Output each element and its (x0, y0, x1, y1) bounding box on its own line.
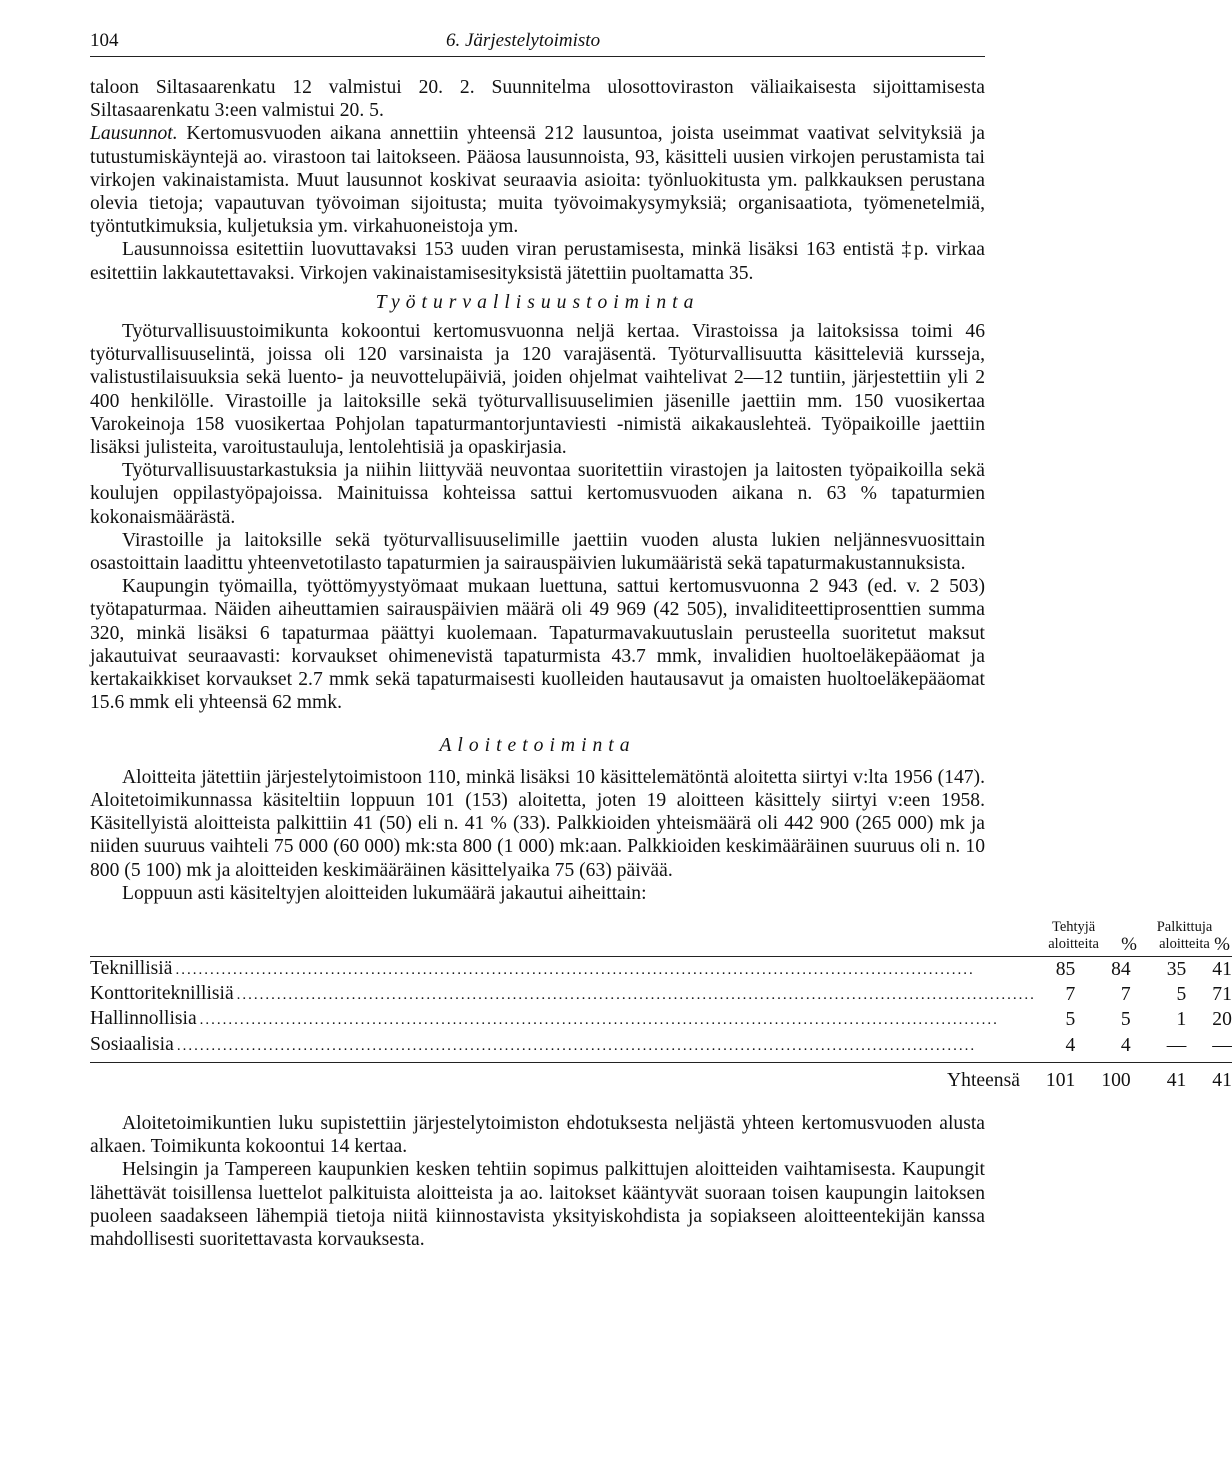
cell-pct1: 5 (1120, 1009, 1131, 1031)
cell-pct2: 41 (1212, 958, 1232, 980)
cell-pct2: 71 (1212, 984, 1232, 1006)
running-title: 6. Järjestelytoimisto (446, 30, 601, 51)
table-row (90, 1007, 1232, 1032)
cell-tehtyja: 7 (1065, 984, 1076, 1006)
table-header-row (90, 919, 1232, 957)
lausunnot-text: Kertomusvuoden aikana annettiin yhteensä 212 lausuntoa, joista useimmat vaativat selvityksiä ja tutustumiskäyntejä ao. virastoon tai laitokseen. Pääosa lausunnoista, 93, käsitteli uusien virkojen perustamista tai virkojen vakinaistamista. Muut lausunnot koskivat seuraavia asioita: työnluokitusta ym. palkkauksen perustana olevia tietoja; vapautuvan työvoiman sijoitusta; muita työvoimakysymyksiä; organisaatiota, työmenetelmiä, työntutkimuksia, kuljetuksia ym. virkahuoneistoja ym. (90, 123, 985, 238)
paragraph: Työturvallisuustoimikunta kokoontui kertomusvuonna neljä kertaa. Virastoissa ja laitoksissa toimi 46 työturvallisuuselintä, joissa oli 120 varsinaista ja 120 varajäsentä. Työturvallisuutta käsitteleviä kursseja, valistustilaisuuksia sekä luento- ja neuvottelupäiviä, joiden ohjelmat vaihtelivat 2—12 tuntiin, järjestettiin yli 2 400 henkilölle. Virastoille ja laitoksille sekä työturvallisuuselimien jäsenille jaettiin mm. 150 vuosikertaa Varokeinoja 158 vuosikertaa Pohjolan tapaturmantorjuntaviesti -nimistä aikakauslehteä. Työpaikoille jaettiin lisäksi julisteita, varoitustauluja, lentolehtisiä ja opaskirjasia. (90, 321, 985, 459)
table-header-percent: % (1121, 933, 1137, 955)
dot-leader (200, 1009, 1036, 1032)
page-number: 104 (90, 30, 119, 51)
row-label: Konttoriteknillisiä (90, 983, 234, 1005)
table-row (90, 1033, 1232, 1063)
section-title-aloitetoiminta: Aloitetoiminta (439, 735, 636, 757)
statistics-table-wrapper (90, 918, 1232, 1092)
paragraph: Helsingin ja Tampereen kaupunkien kesken tehtiin sopimus palkittujen aloitteiden vaihtamisesta. Kaupungit lähettävät toisillensa luettelot palkituista aloitteista ja ao. laitokset kääntyvät suoraan toisen kaupungin laitoksen puoleen saadakseen lähempiä tietoja niitä kiinnostavista yksityiskohdista ja sopiakseen aloitteentekijän kanssa mahdollisesti suoritettavasta korvauksesta. (90, 1159, 985, 1250)
lausunnot-heading: Lausunnot. (90, 123, 178, 145)
cell-tehtyja: 5 (1065, 1009, 1076, 1031)
total-pct1: 100 (1101, 1069, 1131, 1091)
paragraph: Työturvallisuustarkastuksia ja niihin liittyvää neuvontaa suoritettiin virastojen ja laitosten työpaikoilla sekä koulujen oppilastyöpajoissa. Mainituissa kohteissa sattui kertomusvuoden aikana n. 63 % tapaturmien kokonaismäärästä. (90, 460, 985, 528)
document-body (90, 76, 1232, 1251)
lausunnot-paragraph (90, 122, 985, 238)
paragraph: Lausunnoissa esitettiin luovuttavaksi 153 uuden viran perustamisesta, minkä lisäksi 163 entistä ‡p. virkaa esitettiin lakkautettavaksi. Virkojen vakinaistamisesityksistä jätettiin puoltamatta 35. (90, 239, 985, 284)
section-title-tyoturvallisuus: Työturvallisuustoiminta (375, 291, 700, 313)
cell-pct2: 20 (1212, 1009, 1232, 1031)
paragraph: taloon Siltasaarenkatu 12 valmistui 20. 2. Suunnitelma ulosottoviraston väliaikaisesta sijoittamisesta Siltasaarenkatu 3:een valmistui 20. 5. (90, 77, 985, 122)
total-tehtyja: 101 (1045, 1069, 1076, 1091)
statistics-table (90, 919, 1232, 1092)
cell-palkittuja: 35 (1166, 958, 1187, 980)
cell-pct1: 4 (1120, 1034, 1131, 1056)
row-label: Hallinnollisia (90, 1008, 197, 1030)
dot-leader (177, 1035, 1036, 1058)
total-pct2: 41 (1212, 1069, 1232, 1091)
cell-palkittuja: 1 (1176, 1009, 1187, 1031)
table-row (90, 956, 1232, 982)
paragraph: Aloitetoimikuntien luku supistettiin järjestelytoimiston ehdotuksesta neljästä yhteen kertomusvuoden alusta alkaen. Toimikunta kokoontui 14 kertaa. (90, 1112, 985, 1158)
cell-pct1: 7 (1120, 984, 1131, 1006)
paragraph: Loppuun asti käsiteltyjen aloitteiden lukumäärä jakautui aiheittain: (122, 882, 647, 904)
cell-tehtyja: 85 (1055, 958, 1076, 980)
cell-palkittuja: 5 (1176, 984, 1187, 1006)
closing-section (90, 1112, 985, 1251)
paragraph: Virastoille ja laitoksille sekä työturvallisuuselimille jaettiin vuoden alusta lukien neljännesvuosittain osastoittain laadittu yhteenvetotilasto tapaturmien ja sairauspäivien lukumääristä sekä tapaturmakustannuksista. (90, 529, 985, 575)
total-label: Yhteensä (947, 1069, 1020, 1091)
cell-tehtyja: 4 (1065, 1034, 1076, 1056)
dot-leader (175, 959, 1035, 982)
row-label: Sosiaalisia (90, 1033, 174, 1055)
cell-pct2: — (1212, 1034, 1232, 1056)
table-total-row (90, 1062, 1232, 1092)
total-palkittuja: 41 (1166, 1069, 1187, 1091)
paragraph: Aloitteita jätettiin järjestelytoimistoon 110, minkä lisäksi 10 käsittelemätöntä aloitetta siirtyi v:lta 1956 (147). Aloitetoimikunnassa käsiteltiin loppuun 101 (153) aloitetta, joten 19 aloitteen käsittely siirtyi v:een 1958. Käsitellyistä aloitteista palkittiin 41 (50) eli n. 41 % (33). Palkkioiden yhteismäärä oli 442 900 (265 000) mk ja niiden suuruus vaihteli 75 000 (60 000) mk:sta 800 (1 000) mk:aan. Palkkioiden keskimääräinen suuruus oli n. 10 800 (5 100) mk ja aloitteiden keskimääräinen käsittelyaika 75 (63) päivää. (90, 766, 985, 881)
table-header-palkittuja: Palkittuja aloitteita (1156, 918, 1213, 952)
row-label: Teknillisiä (90, 957, 173, 979)
table-header-percent: % (1214, 933, 1230, 955)
paragraph: Kaupungin työmailla, työttömyystyömaat mukaan luettuna, sattui kertomusvuonna 2 943 (ed. v. 2 503) työtapaturmaa. Näiden aiheuttamien sairauspäivien määrä oli 49 969 (42 505), invaliditeettiprosenttien summa 320, minkä lisäksi 6 tapaturmaa päättyi kuolemaan. Tapaturmavakuutuslain perusteella suoritetut maksut jakautuivat seuraavasti: korvaukset ohimenevistä tapaturmista 43.7 mmk, invalidien huoltoeläkepääomat ja kertakaikkiset korvaukset 2.7 mmk sekä tapaturmaisesti kuolleiden hautausavut ja omaisten huoltoeläkepääomat 15.6 mmk eli yhteensä 62 mmk. (90, 576, 985, 714)
cell-pct1: 84 (1111, 958, 1131, 980)
table-header-tehtyja: Tehtyjä aloitteita (1048, 918, 1099, 952)
page-header (90, 30, 985, 57)
table-header-blank (90, 919, 1046, 957)
cell-palkittuja: — (1166, 1034, 1187, 1056)
table-row (90, 982, 1232, 1007)
dot-leader (237, 984, 1036, 1007)
